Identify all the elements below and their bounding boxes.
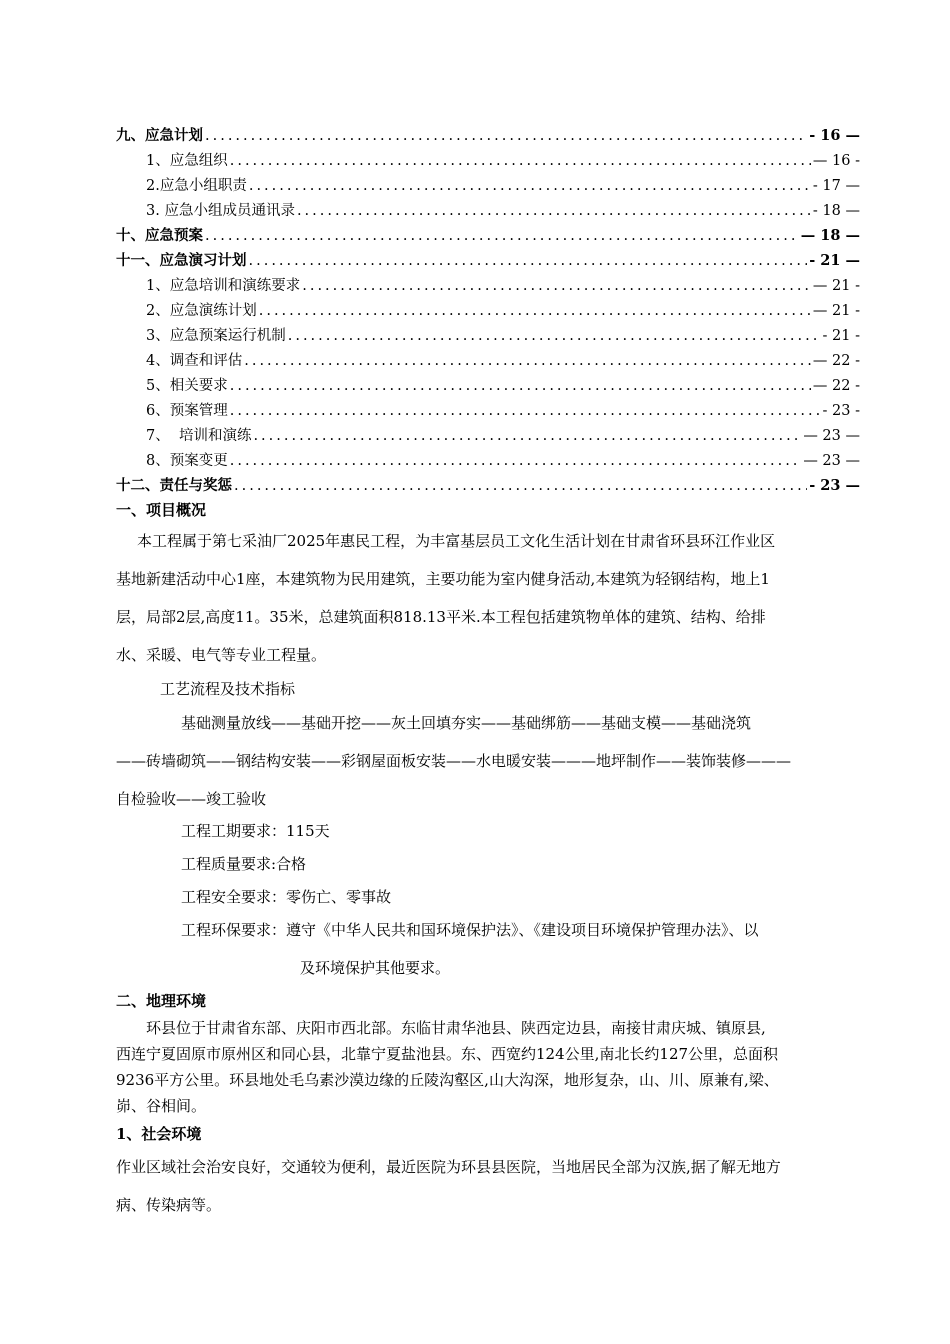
toc-entry-page: - 17 — — [812, 178, 860, 194]
toc-leader-dots — [259, 300, 811, 322]
process-line: 基础测量放线——基础开挖——灰土回填夯实——基础绑筋——基础支模——基础浇筑 — [181, 714, 752, 732]
paragraph-line: 水、采暖、电气等专业工程量。 — [116, 646, 327, 664]
toc-leader-dots — [249, 175, 811, 197]
toc-entry-page: — 21 - — [812, 278, 860, 294]
toc-entry[interactable] — [146, 450, 860, 472]
toc-entry-title: 九、应急计划 — [116, 127, 203, 144]
toc-entry-title: 3. 应急小组成员通讯录 — [146, 203, 295, 219]
toc-entry-title: 3、应急预案运行机制 — [146, 328, 286, 344]
section-heading: 1、社会环境 — [116, 1125, 202, 1143]
section-heading: 二、地理环境 — [116, 992, 207, 1010]
toc-entry[interactable] — [146, 350, 860, 372]
toc-entry-page: - 23 — — [809, 477, 860, 494]
toc-entry-title: 5、相关要求 — [146, 378, 228, 394]
toc-entry-title: 6、预案管理 — [146, 403, 228, 419]
toc-entry[interactable] — [146, 275, 860, 297]
toc-leader-dots — [230, 150, 811, 172]
toc-entry[interactable] — [146, 150, 860, 172]
toc-leader-dots — [205, 125, 807, 147]
toc-leader-dots — [249, 250, 808, 272]
toc-entry-page: - 21 — — [809, 252, 860, 269]
paragraph-line: 9236平方公里。环县地处毛乌素沙漠边缘的丘陵沟壑区,山大沟深，地形复杂，山、川、原兼有,梁、 — [116, 1071, 779, 1089]
toc-entry-page: — 23 — — [803, 428, 860, 444]
toc-entry-title: 2、应急演练计划 — [146, 303, 257, 319]
toc-entry-page: — 23 — — [803, 453, 860, 469]
toc-entry-title: 1、应急组织 — [146, 153, 228, 169]
toc-entry[interactable] — [116, 475, 860, 497]
toc-entry-page: - 16 — — [809, 127, 860, 144]
toc-entry-title: 4、调查和评估 — [146, 353, 243, 369]
process-line: 自检验收——竣工验收 — [116, 790, 267, 808]
toc-entry[interactable] — [116, 250, 860, 272]
toc-entry[interactable] — [146, 175, 860, 197]
toc-entry[interactable] — [146, 400, 860, 422]
toc-leader-dots — [244, 350, 811, 372]
section-heading: 一、项目概况 — [116, 501, 207, 519]
toc-entry-page: - 21 - — [822, 328, 860, 344]
toc-entry-title: 十、应急预案 — [116, 227, 203, 244]
toc-entry-page: - 23 - — [822, 403, 860, 419]
toc-entry-title: 十二、责任与奖惩 — [116, 477, 232, 494]
toc-entry[interactable] — [116, 125, 860, 147]
toc-entry-page: — 22 - — [812, 378, 860, 394]
paragraph-line: 本工程属于第七采油厂2025年惠民工程，为丰富基层员工文化生活计划在甘肃省环县环江作业区 — [137, 532, 776, 550]
toc-entry[interactable] — [146, 325, 860, 347]
process-line: ——砖墙砌筑——钢结构安装——彩钢屋面板安装——水电暖安装———地坪制作——装饰装修——— — [116, 752, 792, 770]
toc-entry[interactable] — [116, 225, 860, 247]
requirement-environment-cont: 及环境保护其他要求。 — [300, 959, 451, 977]
toc-entry-title: 8、预案变更 — [146, 453, 228, 469]
toc-entry[interactable] — [146, 425, 860, 447]
toc-leader-dots — [230, 375, 811, 397]
paragraph-line: 基地新建活动中心1座，本建筑物为民用建筑，主要功能为室内健身活动,本建筑为轻钢结构，地上1 — [116, 570, 770, 588]
toc-entry-title: 7、 培训和演练 — [146, 428, 252, 444]
requirement-quality: 工程质量要求:合格 — [181, 855, 307, 873]
requirement-environment: 工程环保要求：遵守《中华人民共和国环境保护法》、《建设项目环境保护管理办法》、以 — [181, 921, 759, 939]
toc-entry-page: — 22 - — [812, 353, 860, 369]
toc-entry-page: — 16 - — [812, 153, 860, 169]
process-title: 工艺流程及技术指标 — [160, 680, 296, 698]
paragraph-line: 层，局部2层,高度11。35米，总建筑面积818.13平米.本工程包括建筑物单体的建筑、结构、给排 — [116, 608, 766, 626]
toc-entry[interactable] — [146, 375, 860, 397]
toc-leader-dots — [230, 400, 821, 422]
paragraph-line: 环县位于甘肃省东部、庆阳市西北部。东临甘肃华池县、陕西定边县，南接甘肃庆城、镇原县, — [146, 1019, 766, 1037]
requirement-safety: 工程安全要求：零伤亡、零事故 — [181, 888, 392, 906]
toc-entry-title: 十一、应急演习计划 — [116, 252, 247, 269]
toc-leader-dots — [253, 425, 801, 447]
toc-entry-title: 2.应急小组职责 — [146, 178, 247, 194]
toc-entry-title: 1、应急培训和演练要求 — [146, 278, 301, 294]
toc-leader-dots — [288, 325, 821, 347]
toc-leader-dots — [230, 450, 802, 472]
paragraph-line: 峁、谷相间。 — [116, 1097, 207, 1115]
paragraph-line: 病、传染病等。 — [116, 1196, 222, 1214]
requirement-period: 工程工期要求：115天 — [181, 822, 330, 840]
toc-leader-dots — [297, 200, 811, 222]
toc-leader-dots — [205, 225, 799, 247]
paragraph-line: 西连宁夏固原市原州区和同心县，北靠宁夏盐池县。东、西宽约124公里,南北长约127公里，总面积 — [116, 1045, 779, 1063]
toc-leader-dots — [302, 275, 811, 297]
toc-entry[interactable] — [146, 200, 860, 222]
toc-leader-dots — [234, 475, 807, 497]
toc-entry-page: — 18 — — [800, 227, 860, 244]
toc-entry[interactable] — [146, 300, 860, 322]
paragraph-line: 作业区域社会治安良好，交通较为便利，最近医院为环县县医院，当地居民全部为汉族,据了解无地方 — [116, 1158, 781, 1176]
toc-entry-page: — 21 - — [812, 303, 860, 319]
toc-entry-page: - 18 — — [812, 203, 860, 219]
